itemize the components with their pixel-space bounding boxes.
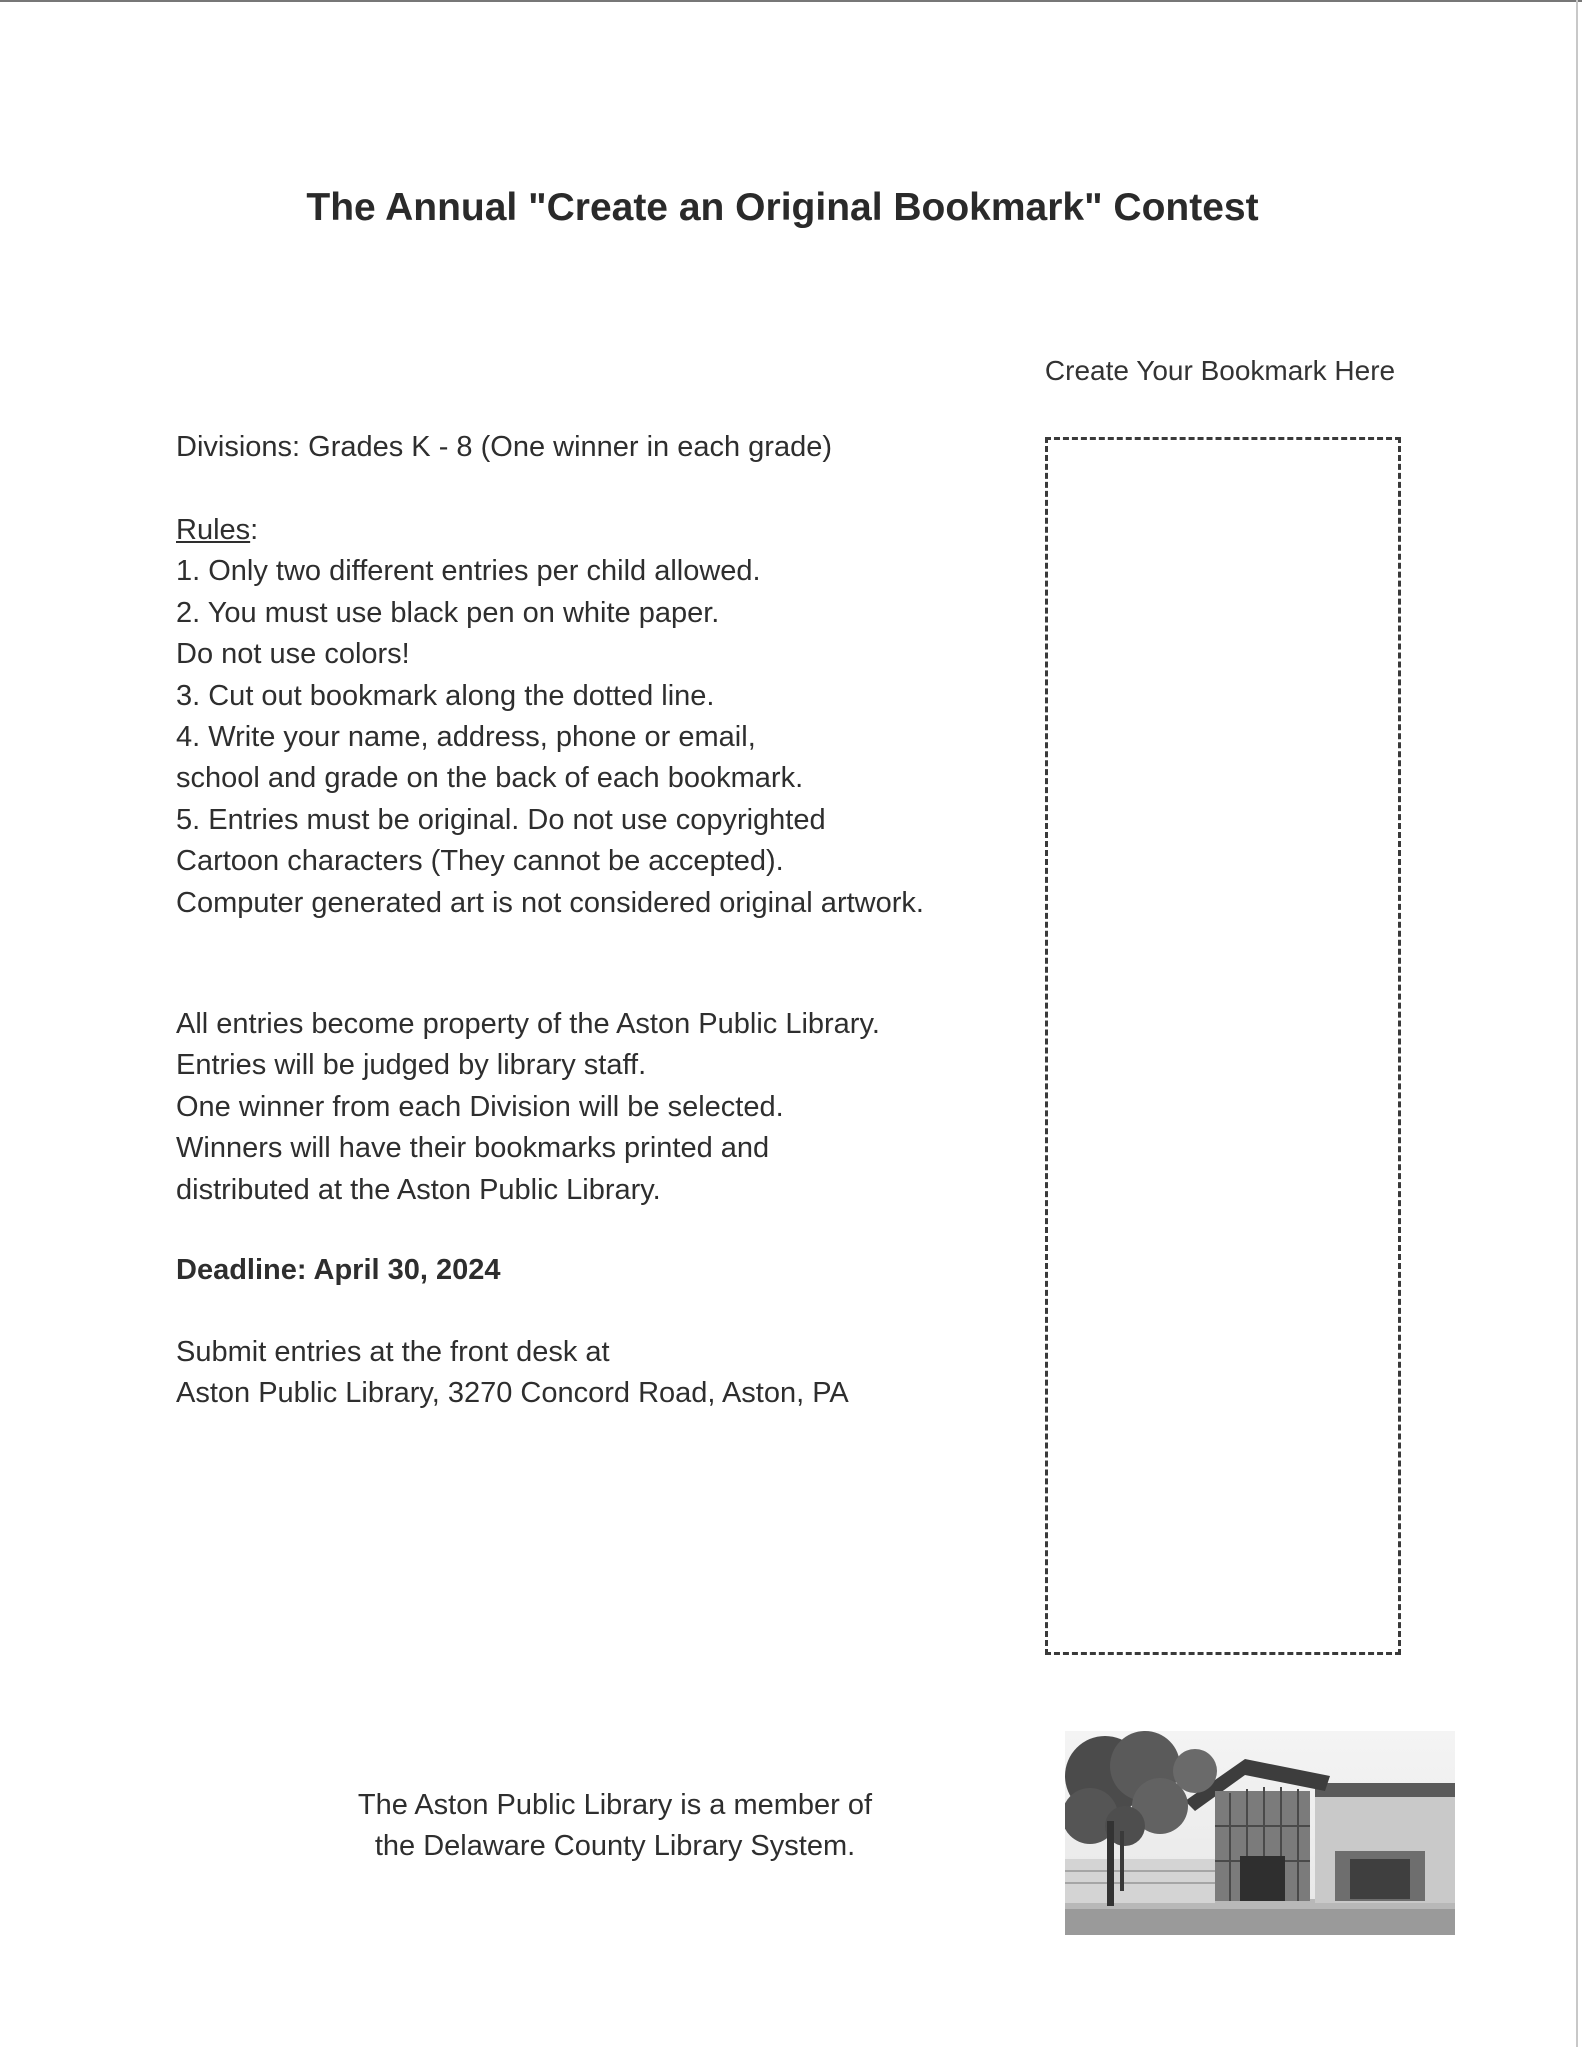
rule-line: 4. Write your name, address, phone or email,: [176, 721, 756, 754]
rules-section: [176, 510, 924, 924]
rules-heading-line: [176, 510, 924, 551]
bookmark-cut-area: [1045, 437, 1401, 1655]
page-title: The Annual "Create an Original Bookmark" Contest: [306, 186, 1259, 229]
library-building-photo: [1065, 1731, 1455, 1935]
submit-line: Submit entries at the front desk at: [176, 1336, 610, 1368]
bookmark-caption: Create Your Bookmark Here: [1044, 355, 1396, 386]
rule-line: 2. You must use black pen on white paper.: [176, 596, 720, 629]
submit-section: [176, 1332, 849, 1415]
rule-line: 1. Only two different entries per child allowed.: [176, 555, 761, 588]
note-line: distributed at the Aston Public Library.: [176, 1173, 661, 1206]
note-line: Entries will be judged by library staff.: [176, 1049, 647, 1082]
rule-line: school and grade on the back of each bookmark.: [176, 762, 804, 795]
rules-heading: Rules: [176, 514, 251, 546]
deadline-text: Deadline: April 30, 2024: [176, 1254, 501, 1286]
note-line: One winner from each Division will be selected.: [176, 1090, 784, 1123]
note-line: All entries become property of the Aston Public Library.: [176, 1008, 880, 1040]
divisions-text: Divisions: Grades K - 8 (One winner in each grade): [176, 431, 833, 463]
scan-edge-right: [1576, 0, 1578, 2047]
rule-line: Cartoon characters (They cannot be accepted).: [176, 845, 784, 878]
rule-line: Do not use colors!: [176, 638, 410, 671]
notes-section: [176, 1004, 880, 1211]
footer-line: The Aston Public Library is a member of: [357, 1789, 873, 1821]
submit-line: Aston Public Library, 3270 Concord Road, Aston, PA: [176, 1377, 849, 1410]
rule-line: Computer generated art is not considered original artwork.: [176, 886, 924, 919]
scan-edge-top: [0, 0, 1582, 2]
footer-membership: [315, 1785, 915, 1867]
footer-line: the Delaware County Library System.: [374, 1830, 856, 1862]
rules-heading-colon: :: [250, 514, 259, 546]
rule-line: 3. Cut out bookmark along the dotted line.: [176, 679, 715, 712]
rule-line: 5. Entries must be original. Do not use copyrighted: [176, 803, 826, 836]
note-line: Winners will have their bookmarks printed and: [176, 1132, 770, 1165]
